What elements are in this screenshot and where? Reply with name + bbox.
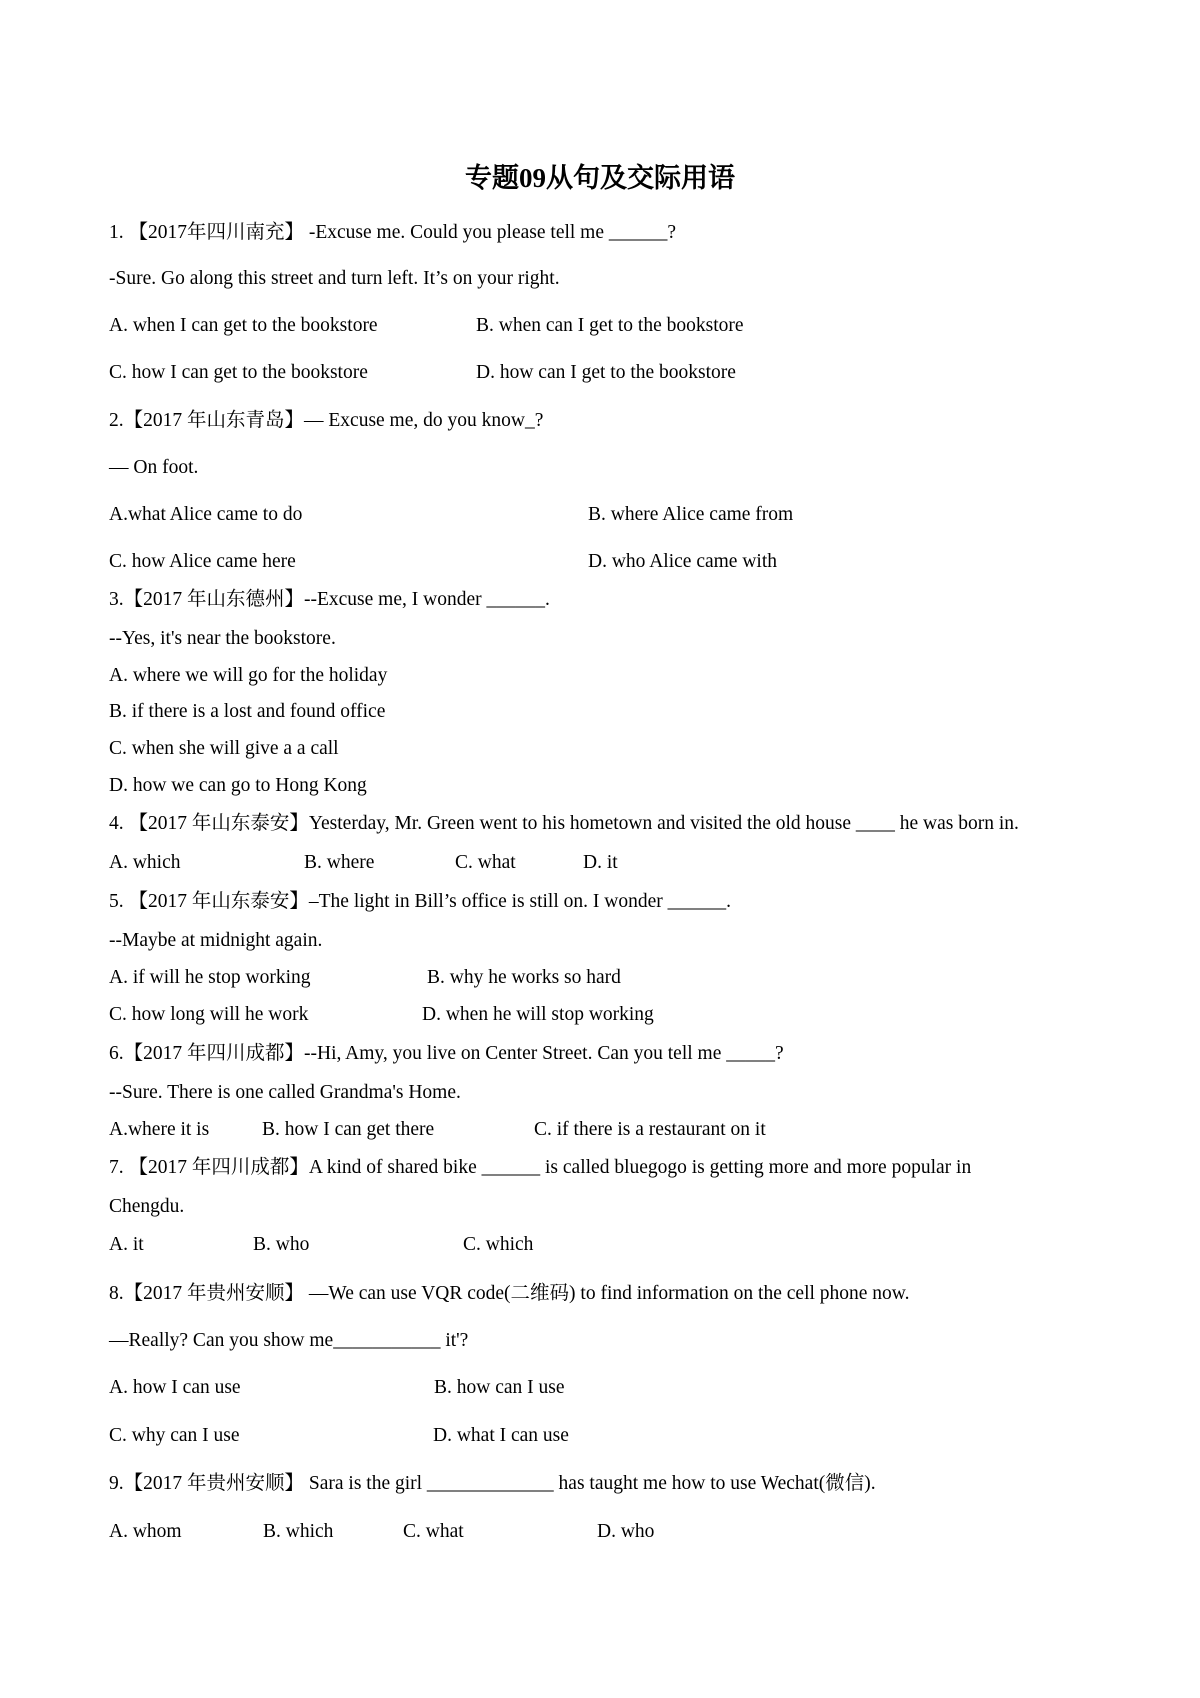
question-9-option-c: C. what <box>403 1521 464 1542</box>
question-9-option-d: D. who <box>597 1521 655 1542</box>
question-2-option-b: B. where Alice came from <box>588 504 794 525</box>
question-3-option-d: D. how we can go to Hong Kong <box>109 775 367 796</box>
question-7-option-b: B. who <box>253 1234 310 1255</box>
question-6-option-c: C. if there is a restaurant on it <box>534 1119 766 1140</box>
question-1-option-b: B. when can I get to the bookstore <box>476 315 744 336</box>
question-3-stem: 3.【2017 年山东德州】--Excuse me, I wonder ______. <box>109 589 550 610</box>
question-3-option-a: A. where we will go for the holiday <box>109 665 388 686</box>
question-8-dialog: —Really? Can you show me___________ it'? <box>109 1330 469 1351</box>
question-1-option-a: A. when I can get to the bookstore <box>109 315 378 336</box>
question-6-option-a: A.where it is <box>109 1119 210 1140</box>
question-5-stem: 5. 【2017 年山东泰安】–The light in Bill’s office is still on. I wonder ______. <box>109 891 731 912</box>
question-7-continuation: Chengdu. <box>109 1196 185 1217</box>
question-3-option-c: C. when she will give a a call <box>109 738 339 759</box>
question-7-stem: 7. 【2017 年四川成都】A kind of shared bike ______ is called bluegogo is getting more and more popular in <box>109 1157 972 1178</box>
question-9-option-b: B. which <box>263 1521 334 1542</box>
question-6-option-b: B. how I can get there <box>262 1119 435 1140</box>
question-5-dialog: --Maybe at midnight again. <box>109 930 323 951</box>
question-6-dialog: --Sure. There is one called Grandma's Home. <box>109 1082 461 1103</box>
question-8-stem: 8.【2017 年贵州安顺】 —We can use VQR code(二维码) to find information on the cell phone now. <box>109 1283 910 1304</box>
page-title: 专题09从句及交际用语 <box>465 163 735 193</box>
question-2-stem: 2.【2017 年山东青岛】— Excuse me, do you know_? <box>109 410 544 431</box>
question-8-option-b: B. how can I use <box>434 1377 565 1398</box>
question-2-option-d: D. who Alice came with <box>588 551 777 572</box>
question-8-option-c: C. why can I use <box>109 1425 240 1446</box>
question-3-option-b: B. if there is a lost and found office <box>109 701 386 722</box>
question-4-option-c: C. what <box>455 852 516 873</box>
question-1-option-c: C. how I can get to the bookstore <box>109 362 368 383</box>
question-2-dialog: — On foot. <box>109 457 199 478</box>
question-4-stem: 4. 【2017 年山东泰安】Yesterday, Mr. Green went to his hometown and visited the old house ____ he was born in. <box>109 813 1019 834</box>
question-4-option-b: B. where <box>304 852 375 873</box>
question-5-option-a: A. if will he stop working <box>109 967 311 988</box>
question-1-dialog: -Sure. Go along this street and turn left. It’s on your right. <box>109 268 560 289</box>
question-5-option-c: C. how long will he work <box>109 1004 309 1025</box>
question-8-option-a: A. how I can use <box>109 1377 241 1398</box>
question-2-option-a: A.what Alice came to do <box>109 504 303 525</box>
question-7-option-a: A. it <box>109 1234 144 1255</box>
question-9-stem: 9.【2017 年贵州安顺】 Sara is the girl _____________ has taught me how to use Wechat(微信). <box>109 1473 876 1494</box>
question-2-option-c: C. how Alice came here <box>109 551 296 572</box>
question-6-stem: 6.【2017 年四川成都】--Hi, Amy, you live on Center Street. Can you tell me _____? <box>109 1043 784 1064</box>
question-8-option-d: D. what I can use <box>433 1425 569 1446</box>
question-5-option-d: D. when he will stop working <box>422 1004 654 1025</box>
question-4-option-d: D. it <box>583 852 618 873</box>
question-4-option-a: A. which <box>109 852 181 873</box>
question-5-option-b: B. why he works so hard <box>427 967 621 988</box>
question-1-stem: 1. 【2017年四川南充】 -Excuse me. Could you please tell me ______? <box>109 222 677 243</box>
question-9-option-a: A. whom <box>109 1521 182 1542</box>
question-1-option-d: D. how can I get to the bookstore <box>476 362 736 383</box>
question-3-dialog: --Yes, it's near the bookstore. <box>109 628 336 649</box>
question-7-option-c: C. which <box>463 1234 534 1255</box>
